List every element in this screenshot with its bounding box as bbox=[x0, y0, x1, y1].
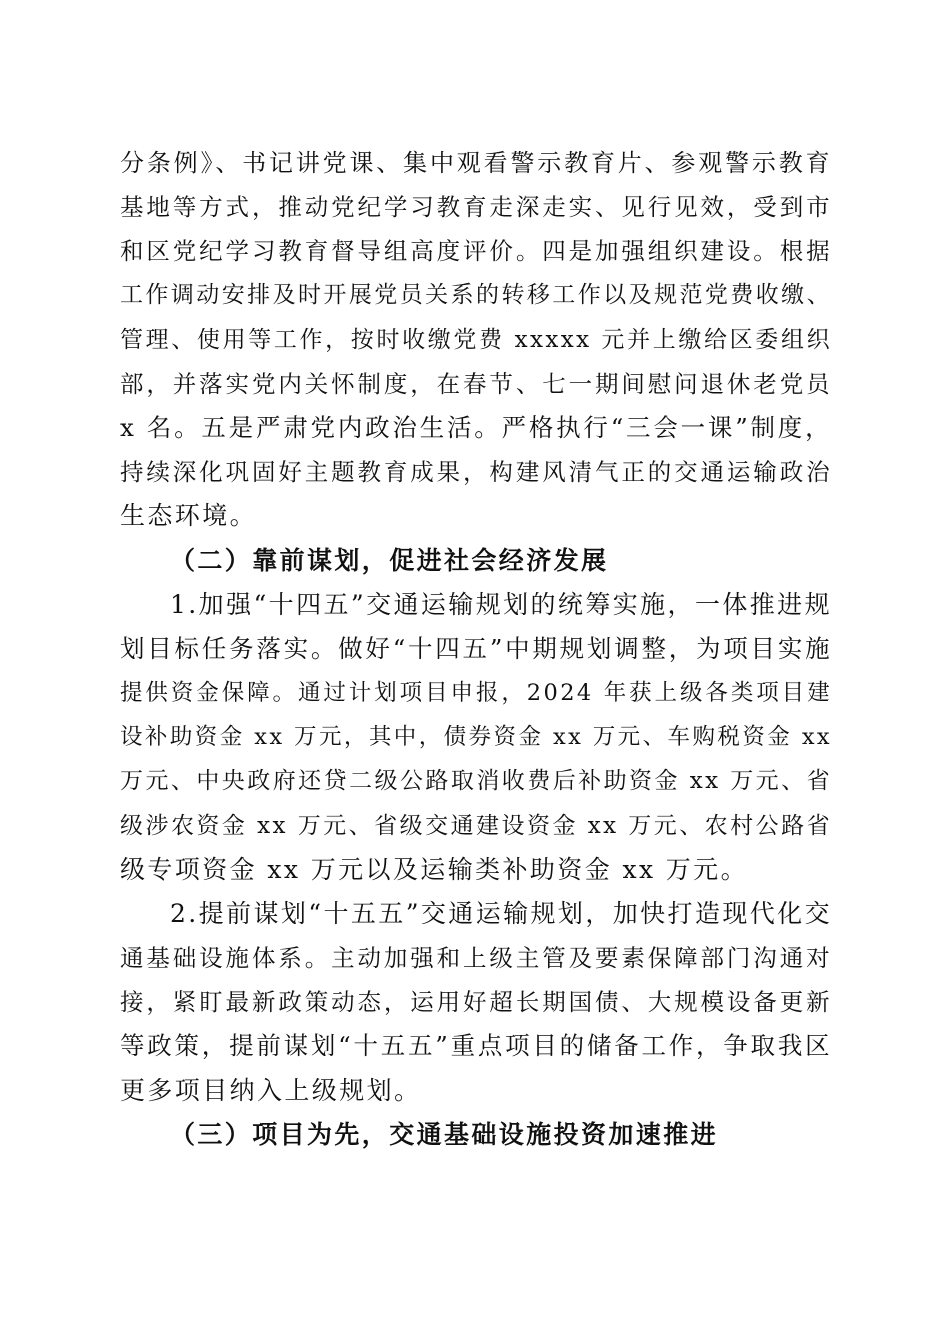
paragraph-line: 级涉农资金 xx 万元、省级交通建设资金 xx 万元、农村公路省 bbox=[120, 813, 832, 839]
paragraph-line: 1.加强“十四五”交通运输规划的统筹实施，一体推进规 bbox=[170, 590, 832, 619]
paragraph-line: 接，紧盯最新政策动态，运用好超长期国债、大规模设备更新 bbox=[120, 988, 832, 1016]
paragraph-line: 持续深化巩固好主题教育成果，构建风清气正的交通运输政治 bbox=[120, 458, 832, 486]
paragraph-line: 等政策，提前谋划“十五五”重点项目的储备工作，争取我区 bbox=[120, 1031, 832, 1060]
paragraph-line: 分条例》、书记讲党课、集中观看警示教育片、参观警示教育 bbox=[120, 149, 832, 177]
paragraph-line: 万元、中央政府还贷二级公路取消收费后补助资金 xx 万元、省 bbox=[120, 768, 832, 794]
paragraph-line: 和区党纪学习教育督导组高度评价。四是加强组织建设。根据 bbox=[120, 237, 832, 265]
section-heading: （二）靠前谋划，促进社会经济发展 bbox=[170, 546, 609, 575]
paragraph-line: 基地等方式，推动党纪学习教育走深走实、见行见效，受到市 bbox=[120, 193, 832, 221]
paragraph-line: 工作调动安排及时开展党员关系的转移工作以及规范党费收缴、 bbox=[120, 282, 832, 308]
paragraph-line: 提供资金保障。通过计划项目申报，2024 年获上级各类项目建 bbox=[120, 680, 832, 706]
paragraph-line: 设补助资金 xx 万元，其中，债券资金 xx 万元、车购税资金 xx bbox=[120, 724, 832, 750]
section-heading: （三）项目为先，交通基础设施投资加速推进 bbox=[170, 1120, 719, 1149]
paragraph-line: x 名。五是严肃党内政治生活。严格执行“三会一课”制度， bbox=[120, 413, 832, 442]
paragraph-line: 部，并落实党内关怀制度，在春节、七一期间慰问退休老党员 bbox=[120, 370, 832, 398]
paragraph-line: 通基础设施体系。主动加强和上级主管及要素保障部门沟通对 bbox=[120, 944, 832, 972]
paragraph-line: 划目标任务落实。做好“十四五”中期规划调整，为项目实施 bbox=[120, 634, 832, 663]
paragraph-line: 级专项资金 xx 万元以及运输类补助资金 xx 万元。 bbox=[120, 855, 748, 884]
paragraph-line: 更多项目纳入上级规划。 bbox=[120, 1076, 422, 1105]
paragraph-line: 管理、使用等工作，按时收缴党费 xxxxx 元并上缴给区委组织 bbox=[120, 327, 832, 353]
paragraph-line: 2.提前谋划“十五五”交通运输规划，加快打造现代化交 bbox=[170, 899, 832, 928]
paragraph-line: 生态环境。 bbox=[120, 501, 258, 530]
